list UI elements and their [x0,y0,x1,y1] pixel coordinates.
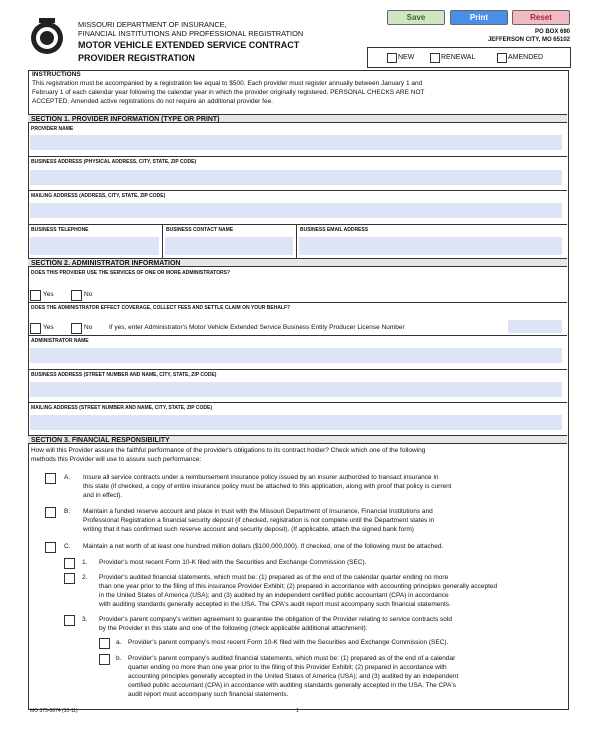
divider [28,369,567,370]
print-button[interactable]: Print [450,10,508,25]
admin-effects-coverage-question: DOES THE ADMINISTRATOR EFFECT COVERAGE, COLLECT FEES AND SETTLE CLAIM ON YOUR BEHALF? [31,305,291,311]
no-label: No [84,291,93,298]
admin-mailing-address-label: MAILING ADDRESS (STREET NUMBER AND NAME, CITY, STATE, ZIP CODE) [31,405,213,411]
divider [28,156,567,157]
option-c3b-checkbox[interactable] [99,654,110,665]
instructions-heading: INSTRUCTIONS [32,71,81,78]
option-c3b-line-3: accounting principles generally accepted in the United States of America (USA); and (3) audited by an independent [128,673,459,680]
option-c2-line-3: in the United States of America (USA); and (3) audited by an independent certified public accountant (CPA) in accordance [99,592,449,599]
uses-admin-no-checkbox[interactable] [71,290,82,301]
no-label: No [84,324,93,331]
agency-line-2: FINANCIAL INSTITUTIONS AND PROFESSIONAL REGISTRATION [78,29,304,38]
section-3-header: SECTION 3. FINANCIAL RESPONSIBILITY [28,435,567,444]
option-c-checkbox[interactable] [45,542,56,553]
option-c3b-line-1: Provider's parent company's audited financial statements, which must be: (1) prepared as of the end of a calendar [128,655,456,662]
business-address-label: BUSINESS ADDRESS (PHYSICAL ADDRESS, CITY, STATE, ZIP CODE) [31,159,197,165]
form-title-line-1: MOTOR VEHICLE EXTENDED SERVICE CONTRACT [78,40,300,50]
reset-button[interactable]: Reset [512,10,570,25]
option-c3b-letter: b. [116,655,122,662]
option-a-line-1: Insure all service contracts under a reimbursement insurance policy issued by an insurer authorized to transact insurance in [83,474,439,481]
option-c1-checkbox[interactable] [64,558,75,569]
state-seal-icon [30,18,64,56]
business-telephone-label: BUSINESS TELEPHONE [31,227,89,233]
option-c3-line-1: Provider's parent company's written agreement to guarantee the obligation of the Provider relating to service contracts sold [99,616,452,623]
yes-label: Yes [43,291,54,298]
section-2-header: SECTION 2. ADMINISTRATOR INFORMATION [28,258,567,267]
administrator-name-field[interactable] [30,348,562,363]
option-b-line-3: writing that it has confirmed such reserve account and security deposit). (If applicable, attach the signed bank form) [83,526,414,533]
option-c3b-line-2: quarter ending no more than one year prior to the filing of this Provider Exhibit; (2) prepared in accordance with [128,664,447,671]
license-number-field[interactable] [508,320,562,333]
section-3-intro-line-1: How will this Provider assure the faithful performance of the provider's obligations to its contract holder? Check which one of the following [31,447,426,454]
divider [28,190,567,191]
yes-label: Yes [43,324,54,331]
option-c3-number: 3. [82,616,88,623]
mailing-address-line-2: JEFFERSON CITY, MO 65102 [487,37,570,43]
new-label: NEW [398,54,415,61]
option-c1-number: 1. [82,559,88,566]
business-telephone-field[interactable] [30,237,159,255]
option-a-line-2: this state (if checked, a copy of entire insurance policy must be attached to this application, along with proof that policy is current [83,483,452,490]
option-c3b-line-5: audit report must accompany such financial statements. [128,691,289,698]
mailing-address-line-1: PO BOX 690 [534,29,570,35]
option-b-line-2: Professional Registration a financial security deposit (if checked, registration is not complete until the Department states in [83,517,435,524]
option-c2-checkbox[interactable] [64,573,75,584]
license-number-prompt: If yes, enter Administrator's Motor Vehicle Extended Service Business Entity Producer License Number [109,324,405,331]
page-number: 1 [296,708,299,714]
divider [28,335,567,336]
option-c1-line: Provider's most recent Form 10-K filed with the Securities and Exchange Commission (SEC). [99,559,367,566]
option-a-line-3: and in effect). [83,492,123,499]
instructions-line-1: This registration must be accompanied by a registration fee equal to $500. Each provider must register annually between January 1 and [32,80,423,87]
agency-line-1: MISSOURI DEPARTMENT OF INSURANCE, [78,20,227,29]
divider [28,302,567,303]
option-c2-number: 2. [82,574,88,581]
uses-administrator-question: DOES THIS PROVIDER USE THE SERVICES OF ONE OR MORE ADMINISTRATORS? [31,270,231,276]
mailing-address-field[interactable] [30,203,562,218]
provider-name-field[interactable] [30,135,562,150]
option-a-letter: A. [64,474,71,481]
option-c2-line-2: than one year prior to the filing of this insurance Provider Exhibit; (2) prepared in accordance with accounting principles generally accepted [99,583,498,590]
renewal-label: RENEWAL [441,54,476,61]
instructions-line-2: February 1 of each calendar year following the calendar year in which the provider originally registered. PERSONAL CHECKS ARE NOT [32,89,425,96]
divider [162,224,163,258]
option-c2-line-4: with auditing standards generally accepted in the USA. The CPA's audit report must accompany such financial statements. [99,601,451,608]
section-1-header: SECTION 1. PROVIDER INFORMATION (TYPE OR PRINT) [28,114,567,123]
renewal-checkbox[interactable] [430,53,440,63]
option-c3b-line-4: certified public accountant (CPA) in accordance with auditing standards generally accepted in the USA. The CPA's [128,682,456,689]
option-c3a-letter: a. [116,639,122,646]
divider [28,224,567,225]
option-c-letter: C. [64,543,71,550]
admin-effects-no-checkbox[interactable] [71,323,82,334]
admin-mailing-address-field[interactable] [30,415,562,430]
divider [296,224,297,258]
business-address-field[interactable] [30,170,562,185]
option-c2-line-1: Provider's audited financial statements, which must be: (1) prepared as of the end of the calendar quarter ending no more [99,574,449,581]
divider [28,402,567,403]
uses-admin-yes-checkbox[interactable] [30,290,41,301]
business-email-field[interactable] [299,237,562,255]
business-contact-label: BUSINESS CONTACT NAME [166,227,234,233]
mailing-address-label: MAILING ADDRESS (ADDRESS, CITY, STATE, ZIP CODE) [31,193,166,199]
amended-label: AMENDED [508,54,544,61]
new-checkbox[interactable] [387,53,397,63]
option-c3-checkbox[interactable] [64,615,75,626]
instructions-line-3: ACCEPTED. Amended active registrations do not require an additional provider fee. [32,98,273,105]
business-contact-field[interactable] [165,237,293,255]
option-c3a-line: Provider's parent company's most recent Form 10-K filed with the Securities and Exchange Commission (SEC). [128,639,449,646]
option-c3a-checkbox[interactable] [99,638,110,649]
section-3-intro-line-2: methods this Provider will use to assure such performance: [31,456,202,463]
admin-business-address-label: BUSINESS ADDRESS (STREET NUMBER AND NAME, CITY, STATE, ZIP CODE) [31,372,217,378]
provider-name-label: PROVIDER NAME [31,126,74,132]
option-c3-line-2: by the Provider in this state and one of the following (check applicable additional attachment): [99,625,368,632]
option-b-letter: B. [64,508,71,515]
option-c-line-1: Maintain a net worth of at least one hundred million dollars ($100,000,000). If checked, one of the following must be attached. [83,543,444,550]
admin-business-address-field[interactable] [30,382,562,397]
save-button[interactable]: Save [387,10,445,25]
admin-effects-yes-checkbox[interactable] [30,323,41,334]
option-b-checkbox[interactable] [45,507,56,518]
form-number: MO 375-0674 (10-11) [30,708,78,714]
business-email-label: BUSINESS EMAIL ADDRESS [300,227,369,233]
option-a-checkbox[interactable] [45,473,56,484]
administrator-name-label: ADMINISTRATOR NAME [31,338,89,344]
form-title-line-2: PROVIDER REGISTRATION [78,53,195,63]
amended-checkbox[interactable] [497,53,507,63]
option-b-line-1: Maintain a funded reserve account and place in trust with the Missouri Department of Insurance, Financial Institutions and [83,508,433,515]
